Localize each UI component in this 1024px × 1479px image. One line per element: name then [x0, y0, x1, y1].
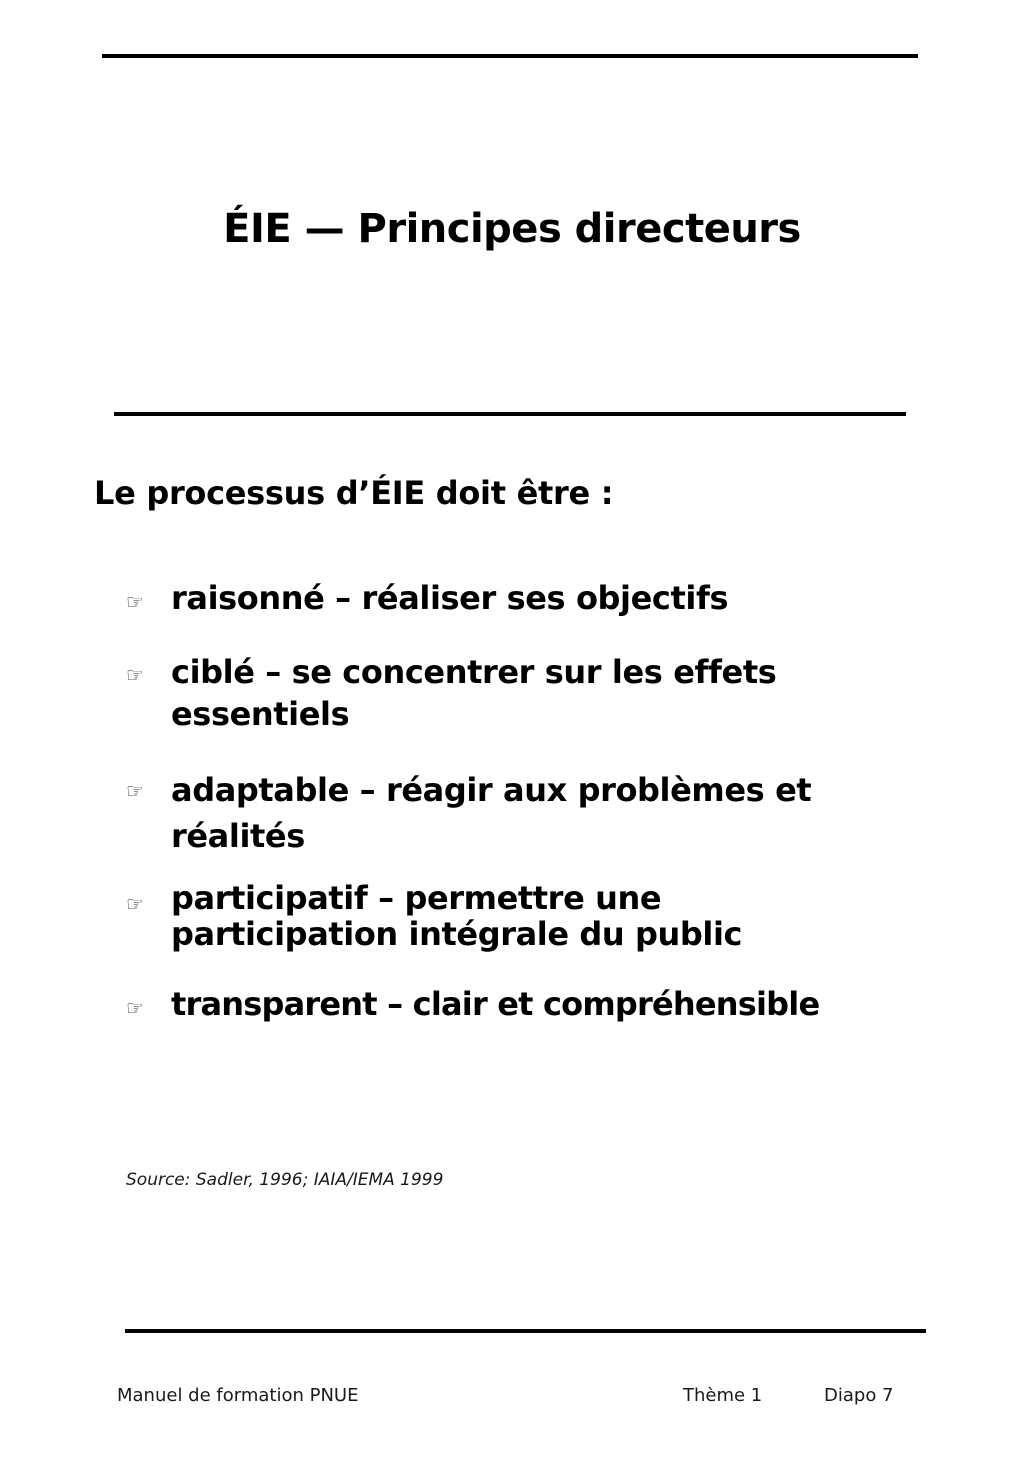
top-divider	[102, 54, 918, 58]
intro-heading: Le processus d’ÉIE doit être :	[94, 474, 614, 512]
pointing-hand-icon: ☞	[126, 663, 144, 687]
list-item-text: transparent – clair et compréhensible	[171, 985, 820, 1023]
list-item-text: raisonné – réaliser ses objectifs	[171, 579, 729, 617]
source-citation: Source: Sadler, 1996; IAIA/IEMA 1999	[126, 1170, 444, 1190]
list-item-text: ciblé – se concentrer sur les effets essentiels	[171, 653, 777, 733]
footer-slide-number: Diapo 7	[824, 1385, 894, 1406]
title-divider	[114, 412, 906, 416]
pointing-hand-icon: ☞	[126, 590, 144, 614]
pointing-hand-icon: ☞	[126, 779, 144, 803]
page-title: ÉIE — Principes directeurs	[223, 206, 801, 252]
footer-theme: Thème 1	[683, 1385, 763, 1406]
footer-divider	[125, 1329, 926, 1333]
pointing-hand-icon: ☞	[126, 892, 144, 916]
footer-manual-title: Manuel de formation PNUE	[117, 1385, 359, 1406]
list-item-text: participatif – permettre une participation intégrale du public	[171, 879, 743, 953]
list-item-text: adaptable – réagir aux problèmes et réalités	[171, 771, 812, 855]
pointing-hand-icon: ☞	[126, 996, 144, 1020]
